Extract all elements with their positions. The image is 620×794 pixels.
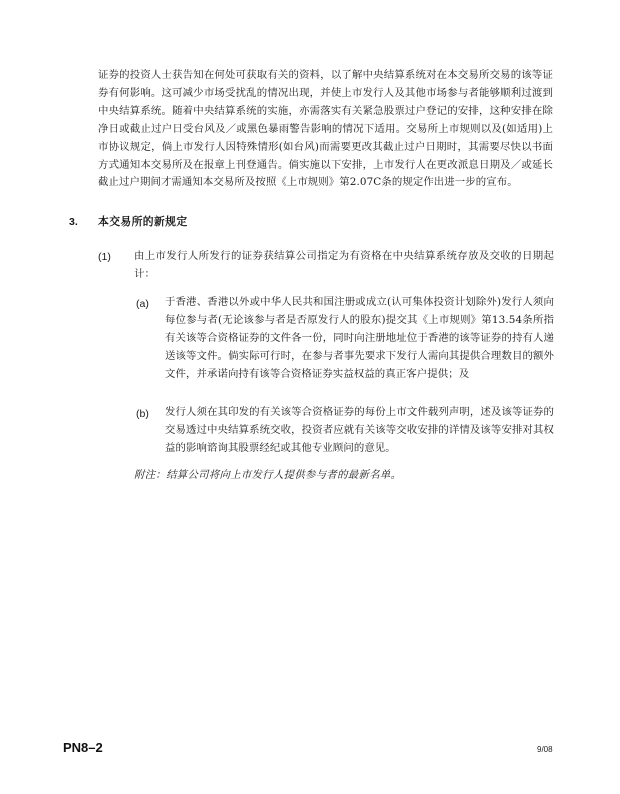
section-title: 本交易所的新规定 (98, 215, 188, 228)
item-b-label: (b) (136, 408, 149, 420)
item-a-label: (a) (136, 298, 149, 310)
item-a-text: 于香港、香港以外或中华人民共和国注册或成立(认可集体投资计划除外)发行人须向每位参与者(无论该参与者是否原发行人的股东)提交其《上市规则》第13.54条所指有关该等合资格证券的文件各一份，同时向注册地址位于香港的该等证券的持有人递送该等文件。倘实际可行时，在参与者事先要求下发行人需向其提供合理数目的额外文件，并承诺向持有该等合资格证券实益权益的真正客户提供；及 (165, 296, 554, 380)
item-1-label: (1) (98, 251, 111, 263)
footer-page-code: PN8–2 (63, 740, 103, 755)
footer-date: 9/08 (537, 745, 553, 754)
item-1-text: 由上市发行人所发行的证券获结算公司指定为有资格在中央结算系统存放及交收的日期起计： (134, 250, 554, 280)
intro-paragraph: 证券的投资人士获告知在何处可获取有关的资料，以了解中央结算系统对在本交易所交易的该等证券有何影响。这可减少市场受扰乱的情况出现，并使上市发行人及其他市场参与者能够顺利过渡到中央结算系统。随着中央结算系统的实施，亦需落实有关紧急股票过户登记的安排，这种安排在除净日或截止过户日受台风及／或黑色暴雨警告影响的情况下适用。交易所上市规则以及(如适用)上市协议规定，倘上市发行人因特殊情形(如台风)而需要更改其截止过户日期时，其需要尽快以书面方式通知本交易所及在报章上刊登通告。倘实施以下安排，上市发行人在更改派息日期及／或延长截止过户期间才需通知本交易所及按照《上市规则》第2.07C条的规定作出进一步的宣布。 (98, 69, 553, 189)
note-text: 附注：结算公司将向上市发行人提供参与者的最新名单。 (134, 469, 402, 481)
item-b-text: 发行人须在其印发的有关该等合资格证券的每份上市文件载列声明，述及该等证券的交易透过中央结算系统交收，投资者应就有关该等交收安排的详情及该等安排对其权益的影响谘询其股票经纪或其他专业顾问的意见。 (165, 406, 554, 454)
section-number: 3. (69, 216, 78, 228)
